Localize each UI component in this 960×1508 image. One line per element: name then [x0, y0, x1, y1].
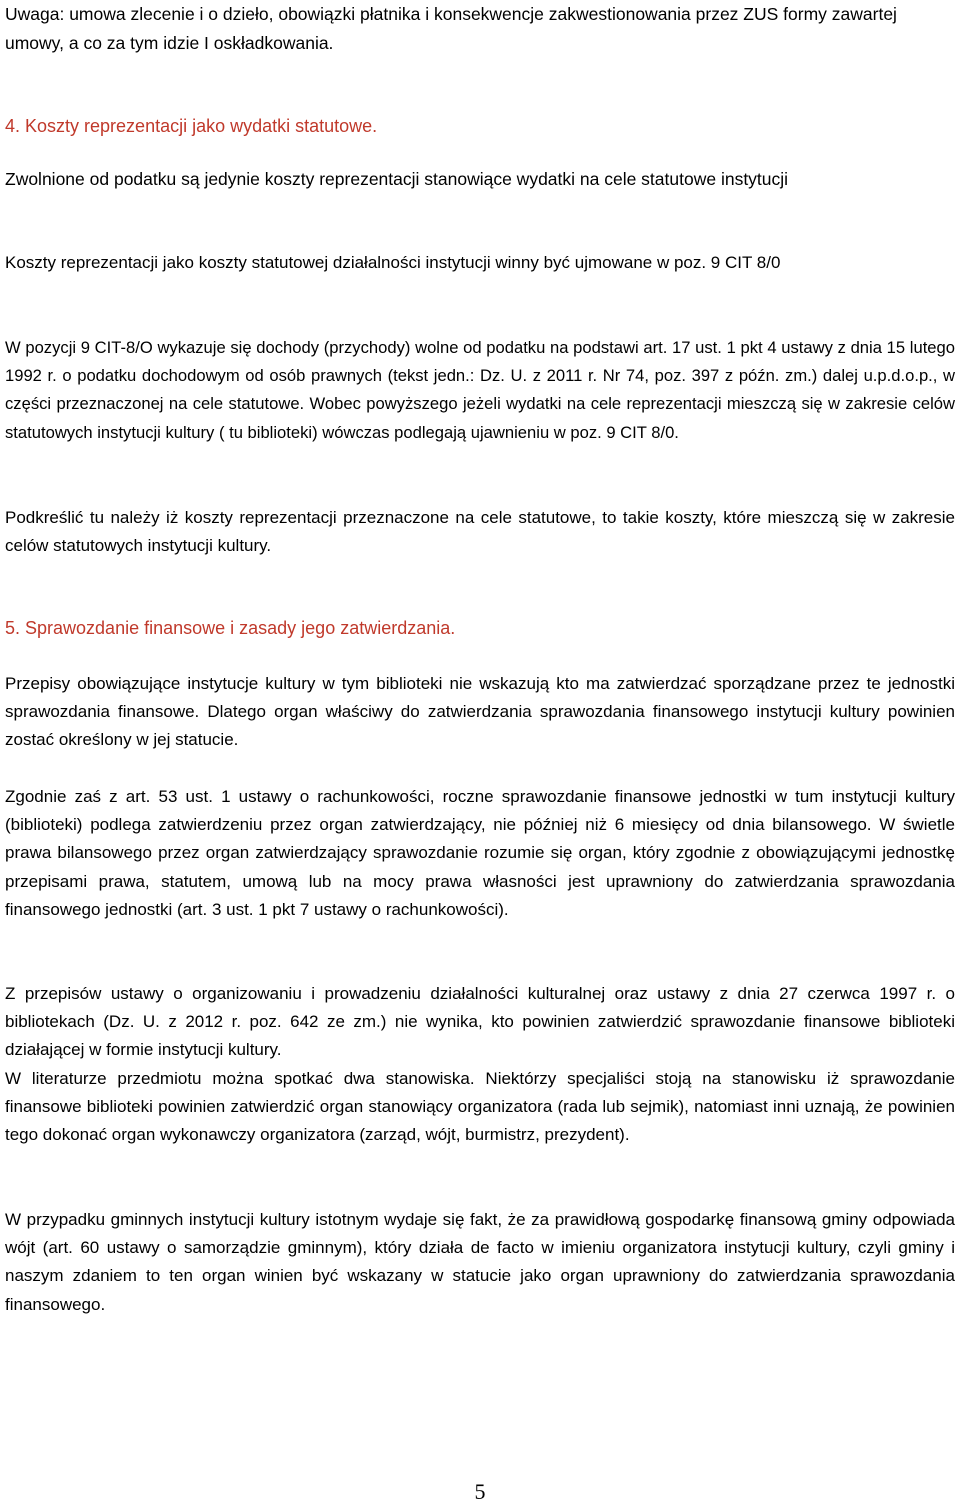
section-5-paragraph-5: W przypadku gminnych instytucji kultury istotnym wydaje się fakt, że za prawidłową gospodarkę finansową gminy odpowiada wójt (art. 60 ustawy o samorządzie gminnym), który działa de facto w imieniu organizatora instytucji kultury, czyli gminy i naszym zdaniem to ten organ winien być wskazany w statucie jako organ uprawniony do zatwierdzania sprawozdania finansowego.: [5, 1210, 955, 1314]
section-5-paragraph-2: Zgodnie zaś z art. 53 ust. 1 ustawy o rachunkowości, roczne sprawozdanie finansowe jednostki w tum instytucji kultury (biblioteki) podlega zatwierdzeniu przez organ zatwierdzający, nie później niż 6 miesięcy od dnia bilansowego. W świetle prawa bilansowego przez organ zatwierdzający sprawozdanie rozumie się organ, który zgodnie z obowiązującymi jednostkę przepisami prawa, statutem, umową lub na mocy prawa własności jest uprawniony do zatwierdzania sprawozdania finansowego jednostki (art. 3 ust. 1 pkt 7 ustawy o rachunkowości).: [5, 787, 955, 919]
section-4-paragraph-4: Podkreślić tu należy iż koszty reprezentacji przeznaczone na cele statutowe, to takie koszty, które mieszczą się w zakresie celów statutowych instytucji kultury.: [5, 508, 955, 556]
section-4-paragraph-1: Zwolnione od podatku są jedynie koszty reprezentacji stanowiące wydatki na cele statutowe instytucji: [5, 169, 789, 189]
section-5-paragraph-3: Z przepisów ustawy o organizowaniu i prowadzeniu działalności kulturalnej oraz ustawy z dnia 27 czerwca 1997 r. o bibliotekach (Dz. U. z 2012 r. poz. 642 ze zm.) nie wynika, kto powinien zatwierdzić sprawozdanie finansowe biblioteki działającej w formie instytucji kultury.: [5, 984, 955, 1060]
running-header: Uwaga: umowa zlecenie i o dzieło, obowiązki płatnika i konsekwencje zakwestionowania przez ZUS formy zawartej umowy, a co za tym idzie I oskładkowania.: [5, 4, 897, 53]
section-4-paragraph-2: Koszty reprezentacji jako koszty statutowej działalności instytucji winny być ujmowane w poz. 9 CIT 8/0: [5, 253, 781, 272]
page-number: 5: [474, 1479, 486, 1504]
section-4-heading: 4. Koszty reprezentacji jako wydatki statutowe.: [5, 116, 378, 136]
section-5-paragraph-1: Przepisy obowiązujące instytucje kultury w tym biblioteki nie wskazują kto ma zatwierdzać sporządzane przez te jednostki sprawozdania finansowe. Dlatego organ właściwy do zatwierdzania sprawozdania finansowego instytucji kultury powinien zostać określony w jej statucie.: [5, 674, 955, 750]
section-5-heading: 5. Sprawozdanie finansowe i zasady jego zatwierdzania.: [5, 618, 456, 638]
section-4-paragraph-3: W pozycji 9 CIT-8/O wykazuje się dochody (przychody) wolne od podatku na podstawi art. 17 ust. 1 pkt 4 ustawy z dnia 15 lutego 1992 r. o podatku dochodowym od osób prawnych (tekst jedn.: Dz. U. z 2011 r. Nr 74, poz. 397 z późn. zm.) dalej u.p.d.o.p., w części przeznaczonej na cele statutowe. Wobec powyższego jeżeli wydatki na cele reprezentacji mieszczą się w zakresie celów statutowych instytucji kultury ( tu biblioteki) wówczas podlegają ujawnieniu w poz. 9 CIT 8/0.: [5, 338, 955, 442]
section-5-paragraph-4: W literaturze przedmiotu można spotkać dwa stanowiska. Niektórzy specjaliści stoją na stanowisku iż sprawozdanie finansowe biblioteki powinien zatwierdzić organ stanowiący organizatora (rada lub sejmik), natomiast inni uznają, że powinien tego dokonać organ wykonawczy organizatora (zarząd, wójt, burmistrz, prezydent).: [5, 1069, 955, 1145]
